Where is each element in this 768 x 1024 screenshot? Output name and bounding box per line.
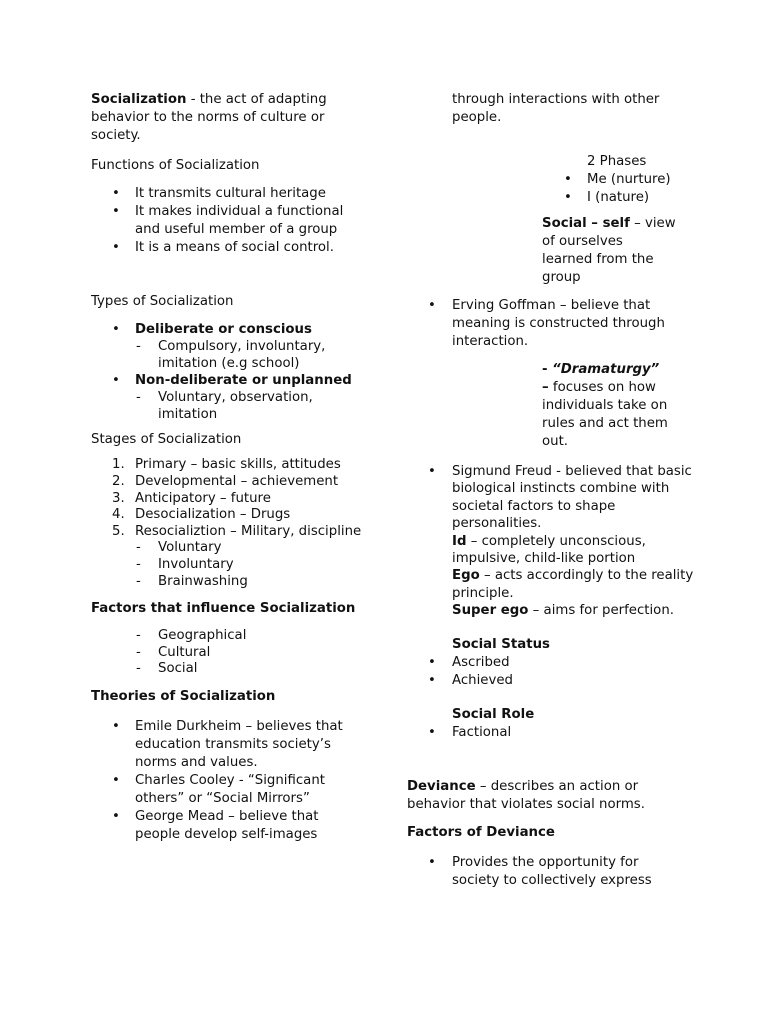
list-item (91, 372, 366, 390)
factors-of-deviance-list (407, 854, 652, 890)
phases-list (407, 171, 697, 207)
list-item (91, 321, 366, 339)
phases-heading: 2 Phases (587, 154, 647, 169)
list-item: 1. Primary – basic skills, attitudes (112, 457, 341, 473)
list-item: • Me (nurture) (407, 171, 697, 189)
factors-of-deviance-heading: Factors of Deviance (407, 824, 555, 840)
left-column (91, 91, 366, 844)
social-self-definition: Social – self – view of ourselves learned from the group (542, 216, 676, 285)
list-item: - Social (91, 661, 366, 678)
list-item: • Emile Durkheim – believes that education transmits society’s norms and values. (91, 718, 366, 772)
list-item: 3. Anticipatory – future (112, 490, 271, 506)
functions-list (91, 185, 366, 257)
type-non-deliberate: Non-deliberate or unplanned (135, 373, 352, 389)
freud-text: Sigmund Freud - believed that basic biological instincts combine with societal factors to shape personalities. (452, 464, 692, 532)
social-status-heading: Social Status (452, 636, 550, 652)
deviance-definition: Deviance – describes an action or behavior that violates social norms. (407, 778, 645, 812)
list-item: • Achieved (407, 672, 697, 690)
factors-heading: Factors that influence Socialization (91, 601, 356, 617)
list-item: • It is a means of social control. (91, 239, 366, 257)
type-deliberate: Deliberate or conscious (135, 322, 312, 337)
list-item: 4. Desocialization – Drugs (112, 507, 291, 523)
definition-text: - the act of adapting behavior to the norms of culture or society. (91, 92, 327, 143)
social-role-list (407, 724, 697, 742)
list-item: 5. Resocializtion – Military, discipline (112, 523, 362, 539)
non-deliberate-subitems (91, 390, 366, 423)
list-item: - Cultural (91, 645, 366, 662)
theories-heading: Theories of Socialization (91, 688, 276, 704)
list-item: • Charles Cooley - “Significant others” or “Social Mirrors” (91, 772, 366, 808)
resocialization-subitems (91, 540, 366, 590)
list-item: - Brainwashing (91, 574, 366, 591)
dramaturgy-definition: - “Dramaturgy” – focuses on how individuals take on rules and act them out. (542, 362, 668, 449)
list-item: • Provides the opportunity for society to collectively express (407, 854, 652, 890)
theories-list (91, 718, 366, 844)
functions-heading: Functions of Socialization (91, 158, 260, 173)
social-status-list (407, 654, 697, 690)
freud-list (407, 463, 697, 620)
stages-list (91, 457, 366, 540)
continued-text: through interactions with other people. (452, 92, 660, 125)
list-item: • Factional (407, 724, 697, 742)
stages-heading: Stages of Socialization (91, 432, 242, 448)
types-list-2 (91, 372, 366, 390)
list-item: - Compulsory, involuntary, imitation (e.g school) (91, 339, 366, 372)
list-item: • It transmits cultural heritage (91, 185, 366, 203)
social-role-heading: Social Role (452, 706, 535, 722)
list-item: • It makes individual a functional and useful member of a group (91, 203, 366, 239)
list-item: • Sigmund Freud - believed that basic biological instincts combine with societal factors to shape personalities. Id – completely unconscious, impulsive, child-like portion Ego – acts accordingly to the reality principle. Super ego – aims for perfection. (407, 463, 697, 620)
socialization-definition (91, 91, 366, 145)
goffman-list (407, 297, 697, 351)
list-item: - Voluntary, observation, imitation (91, 390, 366, 423)
types-heading: Types of Socialization (91, 294, 234, 309)
list-item: - Involuntary (91, 557, 366, 574)
deliberate-subitems (91, 339, 366, 372)
types-list (91, 321, 366, 339)
definition-term: Socialization (91, 92, 187, 107)
list-item: • George Mead – believe that people develop self-images (91, 808, 366, 844)
list-item: • Ascribed (407, 654, 697, 672)
list-item: • I (nature) (407, 189, 697, 207)
list-item: • Erving Goffman – believe that meaning is constructed through interaction. (407, 297, 697, 351)
list-item: - Geographical (91, 628, 366, 645)
factors-list (91, 628, 366, 678)
list-item: 2. Developmental – achievement (112, 473, 339, 489)
list-item: - Voluntary (91, 540, 366, 557)
right-column (407, 91, 697, 890)
